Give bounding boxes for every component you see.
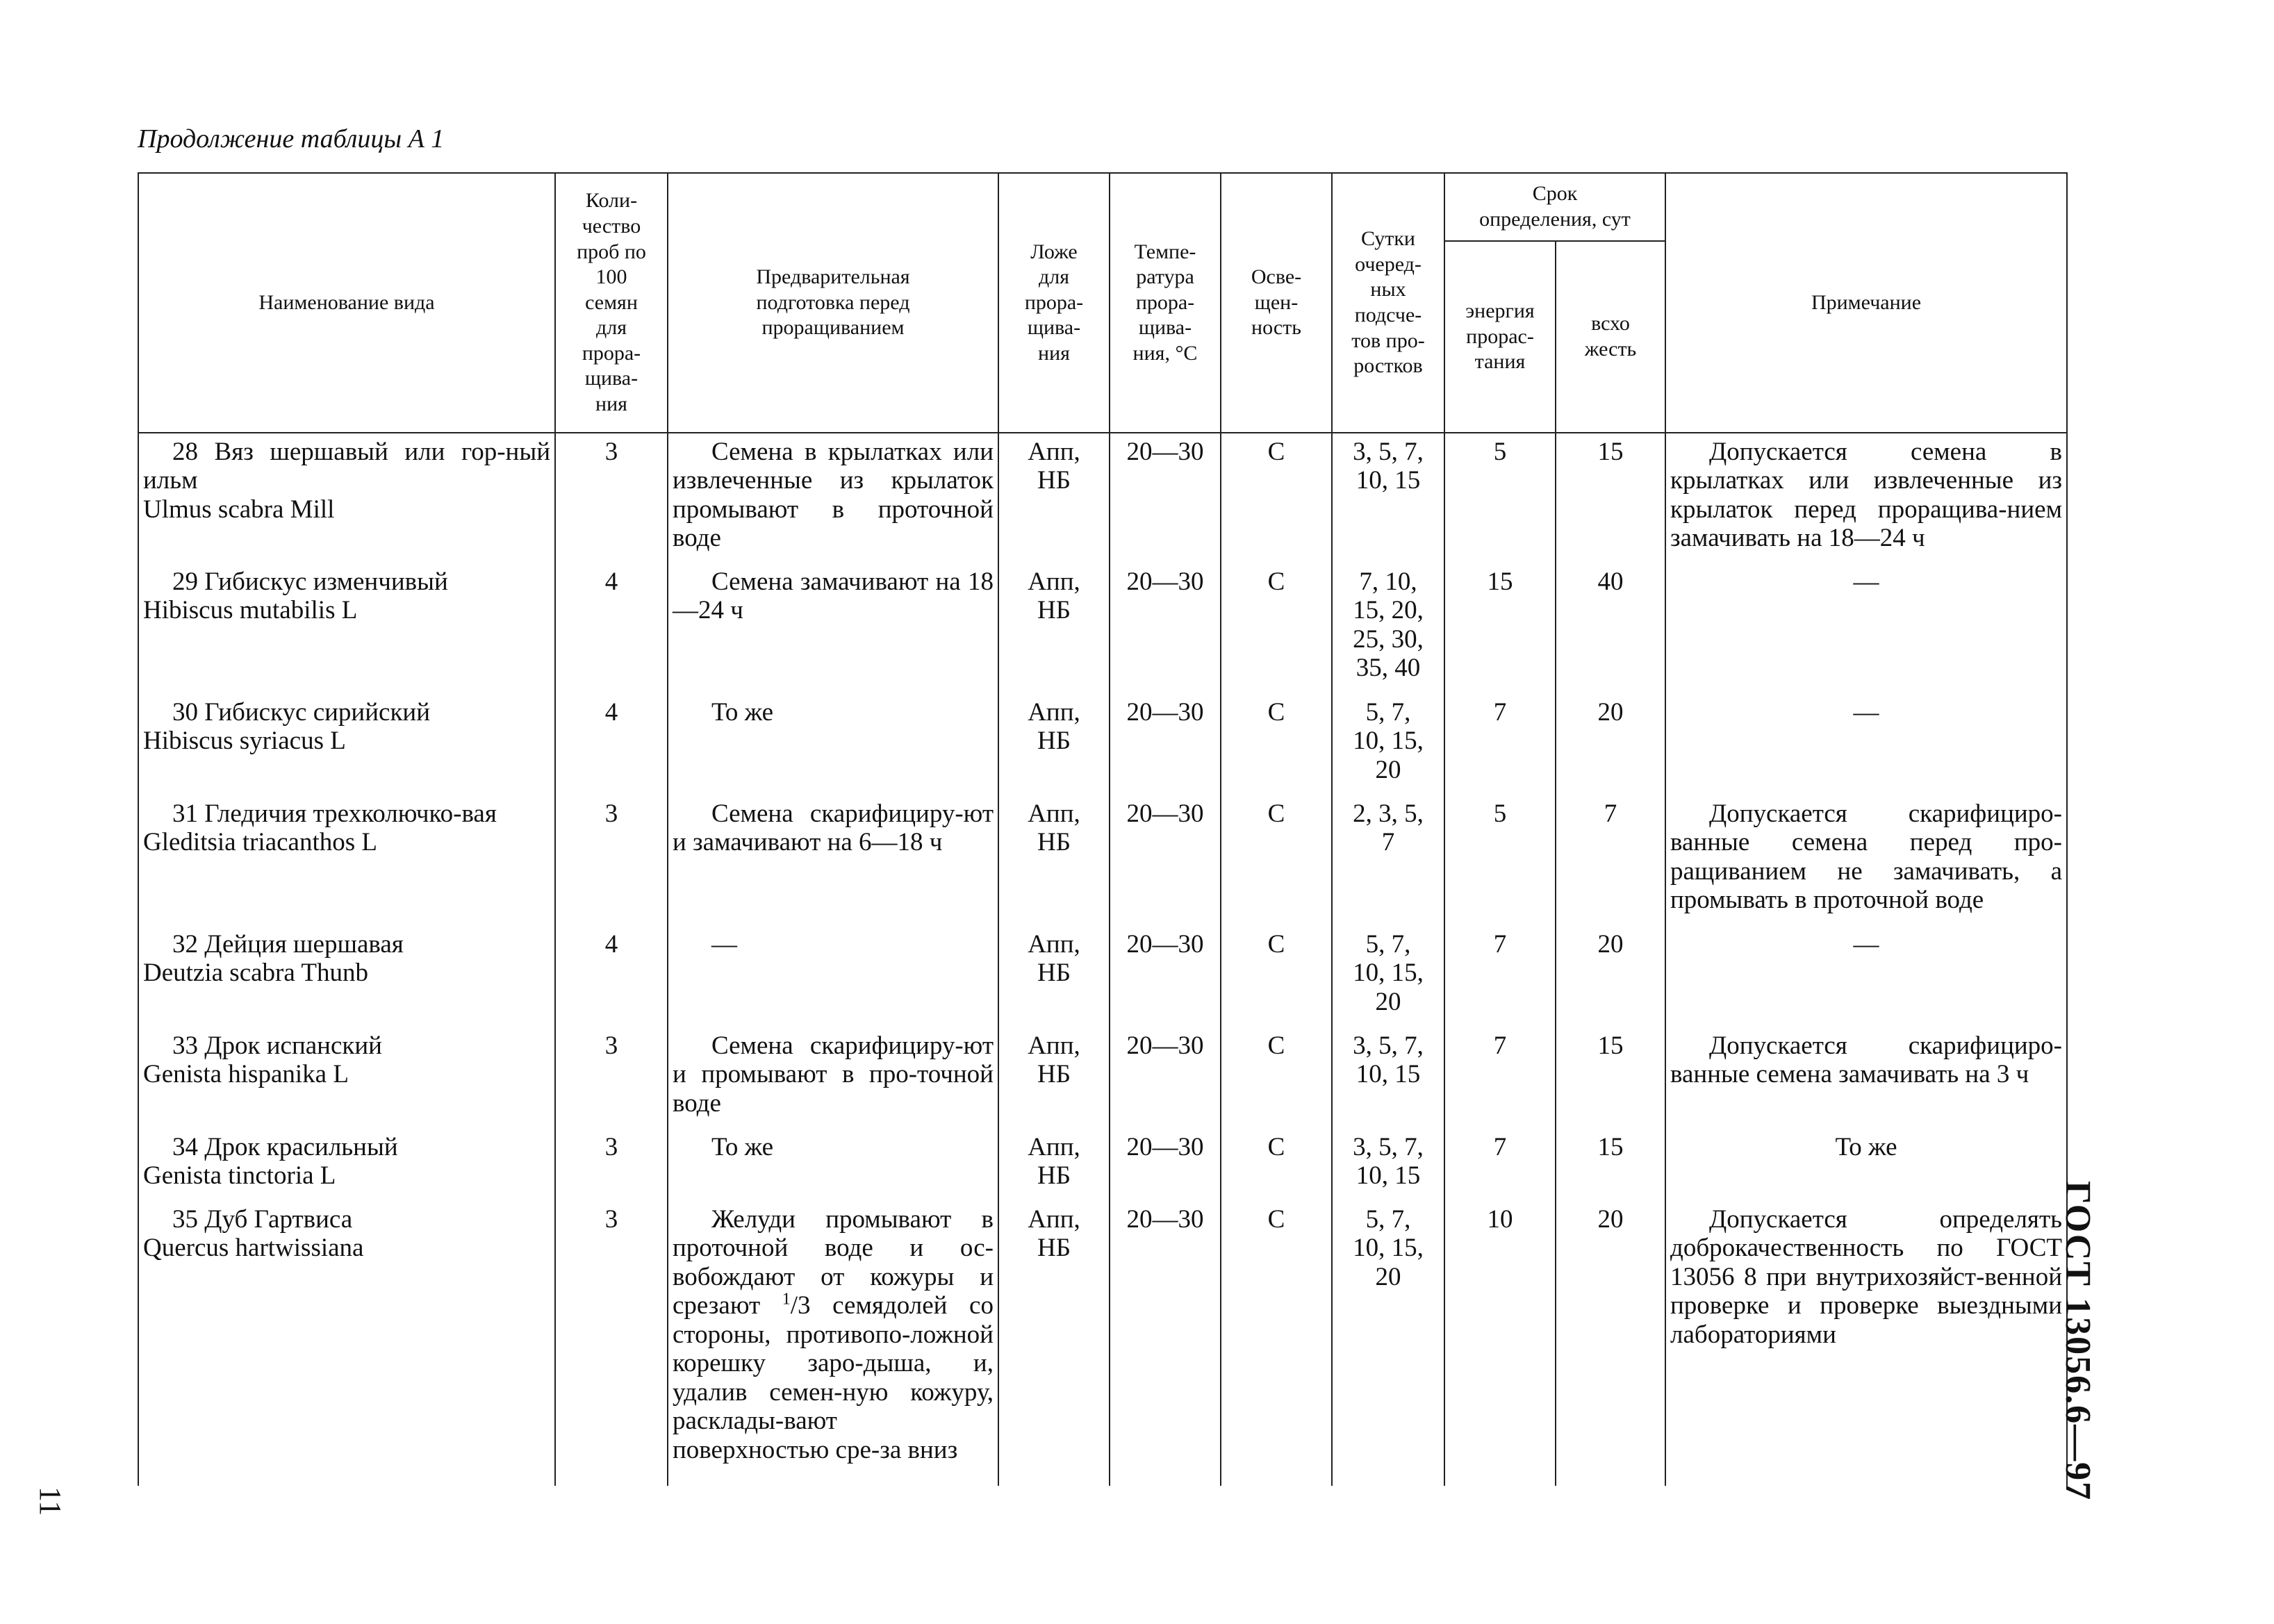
days-cell: 7, 10, 15, 20, 25, 30, 35, 40 (1332, 563, 1444, 694)
light-cell: С (1221, 433, 1332, 563)
species-latin: Hibiscus syriacus L (143, 727, 346, 756)
light-cell: С (1221, 1129, 1332, 1201)
bed-cell: Апп, НБ (998, 694, 1110, 795)
days-cell: 2, 3, 5, 7 (1332, 795, 1444, 926)
species-name (138, 926, 555, 1027)
samples-cell: 3 (555, 795, 668, 926)
note-cell: То же (1665, 1129, 2067, 1201)
species-name (138, 433, 555, 563)
prep-cell: То же (668, 694, 998, 795)
table-row (138, 433, 2067, 563)
note-cell: Допускается скарифициро-ванные семена замачивать на 3 ч (1665, 1027, 2067, 1129)
energy-cell: 7 (1444, 1027, 1556, 1129)
days-cell: 5, 7, 10, 15, 20 (1332, 694, 1444, 795)
fraction-numerator: 1 (782, 1290, 791, 1309)
energy-cell: 5 (1444, 795, 1556, 926)
prep-cell: Семена скарифициру-ют и промывают в про-точной воде (668, 1027, 998, 1129)
species-ru: 28 Вяз шершавый или гор-ный ильм (143, 438, 550, 495)
samples-cell: 3 (555, 433, 668, 563)
prep-cell (668, 1201, 998, 1486)
temp-cell: 20—30 (1110, 1027, 1221, 1129)
table-row (138, 1027, 2067, 1129)
samples-cell: 3 (555, 1201, 668, 1486)
days-cell: 3, 5, 7, 10, 15 (1332, 433, 1444, 563)
light-cell: С (1221, 795, 1332, 926)
prep-cell: То же (668, 1129, 998, 1201)
light-cell: С (1221, 1201, 1332, 1486)
samples-cell: 4 (555, 563, 668, 694)
samples-cell: 4 (555, 926, 668, 1027)
samples-cell: 4 (555, 694, 668, 795)
energy-cell: 7 (1444, 1129, 1556, 1201)
species-ru: 30 Гибискус сирийский (172, 698, 431, 727)
prep-cell: Семена скарифициру-ют и замачивают на 6—18 ч (668, 795, 998, 926)
bed-cell: Апп, НБ (998, 795, 1110, 926)
species-ru: 35 Дуб Гартвиса (172, 1205, 353, 1234)
light-cell: С (1221, 1027, 1332, 1129)
bed-cell: Апп, НБ (998, 1129, 1110, 1201)
species-ru: 33 Дрок испанский (172, 1031, 382, 1060)
table-row (138, 926, 2067, 1027)
prep-text-a: Желуди промывают в проточной воде и ос-вобождают от кожуры и срезают (673, 1205, 994, 1320)
page-number: 11 (33, 1486, 67, 1516)
germ-cell: 20 (1556, 926, 1665, 1027)
note-cell: — (1665, 563, 2067, 694)
days-cell: 5, 7, 10, 15, 20 (1332, 1201, 1444, 1486)
prep-text-b: /3 семядолей со стороны, противопо-ложной корешку заро-дыша, и, удалив семен-ную кожуру, расклады-вают поверхностью сре-за вниз (673, 1291, 994, 1464)
prep-cell: Семена замачивают на 18—24 ч (668, 563, 998, 694)
species-latin: Hibiscus mutabilis L (143, 596, 358, 625)
prep-cell: Семена в крылатках или извлеченные из крылаток промывают в проточной воде (668, 433, 998, 563)
species-ru: 29 Гибискус изменчивый (172, 567, 448, 596)
header-energy: энергия прорас- тания (1444, 241, 1556, 433)
energy-cell: 5 (1444, 433, 1556, 563)
table-row (138, 563, 2067, 694)
days-cell: 5, 7, 10, 15, 20 (1332, 926, 1444, 1027)
germ-cell: 15 (1556, 433, 1665, 563)
header-samples: Коли- чество проб по 100 семян для прора- щива- ния (555, 173, 668, 433)
temp-cell: 20—30 (1110, 694, 1221, 795)
species-latin: Genista hispanika L (143, 1060, 349, 1089)
samples-cell: 3 (555, 1027, 668, 1129)
temp-cell: 20—30 (1110, 433, 1221, 563)
header-name: Наименование вида (138, 173, 555, 433)
light-cell: С (1221, 563, 1332, 694)
bed-cell: Апп, НБ (998, 433, 1110, 563)
note-cell: Допускается скарифициро-ванные семена перед про-ращиванием не замачивать, а промывать в проточной воде (1665, 795, 2067, 926)
bed-cell: Апп, НБ (998, 926, 1110, 1027)
prep-cell: — (668, 926, 998, 1027)
germ-cell: 15 (1556, 1129, 1665, 1201)
germ-cell: 40 (1556, 563, 1665, 694)
species-latin: Gleditsia triacanthos L (143, 828, 378, 857)
table-row (138, 795, 2067, 926)
energy-cell: 7 (1444, 926, 1556, 1027)
header-bed: Ложе для прора- щива- ния (998, 173, 1110, 433)
temp-cell: 20—30 (1110, 1201, 1221, 1486)
energy-cell: 15 (1444, 563, 1556, 694)
header-term: Срок определения, сут (1444, 173, 1665, 241)
germ-cell: 20 (1556, 1201, 1665, 1486)
energy-cell: 10 (1444, 1201, 1556, 1486)
germ-cell: 20 (1556, 694, 1665, 795)
temp-cell: 20—30 (1110, 563, 1221, 694)
species-ru: 34 Дрок красильный (172, 1133, 398, 1161)
header-germ: всхо жесть (1556, 241, 1665, 433)
table-row (138, 694, 2067, 795)
species-name (138, 1129, 555, 1201)
table-row (138, 1129, 2067, 1201)
species-name (138, 563, 555, 694)
germination-table (138, 172, 2068, 1486)
days-cell: 3, 5, 7, 10, 15 (1332, 1129, 1444, 1201)
header-days: Сутки очеред- ных подсче- тов про- ростков (1332, 173, 1444, 433)
germ-cell: 7 (1556, 795, 1665, 926)
temp-cell: 20—30 (1110, 1129, 1221, 1201)
note-cell: — (1665, 926, 2067, 1027)
energy-cell: 7 (1444, 694, 1556, 795)
species-name (138, 795, 555, 926)
species-latin: Quercus hartwissiana (143, 1234, 364, 1263)
note-cell: Допускается определять доброкачественность по ГОСТ 13056 8 при внутрихозяйст-венной проверке и проверке выездными лабораториями (1665, 1201, 2067, 1486)
bed-cell: Апп, НБ (998, 1201, 1110, 1486)
temp-cell: 20—30 (1110, 926, 1221, 1027)
header-temp: Темпе- ратура прора- щива- ния, °С (1110, 173, 1221, 433)
bed-cell: Апп, НБ (998, 563, 1110, 694)
document-standard-title: ГОСТ 13056.6—97 (2058, 1181, 2098, 1502)
species-ru: 32 Дейция шершавая (172, 930, 404, 959)
table-caption: Продолжение таблицы А 1 (138, 124, 445, 154)
note-cell: — (1665, 694, 2067, 795)
table-row (138, 1201, 2067, 1486)
temp-cell: 20—30 (1110, 795, 1221, 926)
bed-cell: Апп, НБ (998, 1027, 1110, 1129)
species-latin: Genista tinctoria L (143, 1161, 336, 1191)
header-light: Осве- щен- ность (1221, 173, 1332, 433)
species-name (138, 694, 555, 795)
header-note: Примечание (1665, 173, 2067, 433)
species-name (138, 1027, 555, 1129)
species-ru: 31 Гледичия трехколючко-вая (172, 799, 497, 828)
header-prep: Предварительная подготовка перед проращиванием (668, 173, 998, 433)
species-latin: Deutzia scabra Thunb (143, 959, 368, 988)
germ-cell: 15 (1556, 1027, 1665, 1129)
species-name (138, 1201, 555, 1486)
days-cell: 3, 5, 7, 10, 15 (1332, 1027, 1444, 1129)
light-cell: С (1221, 694, 1332, 795)
note-cell: Допускается семена в крылатках или извлеченные из крылаток перед проращива-нием замачивать на 18—24 ч (1665, 433, 2067, 563)
species-latin: Ulmus scabra Mill (143, 495, 335, 524)
light-cell: С (1221, 926, 1332, 1027)
samples-cell: 3 (555, 1129, 668, 1201)
